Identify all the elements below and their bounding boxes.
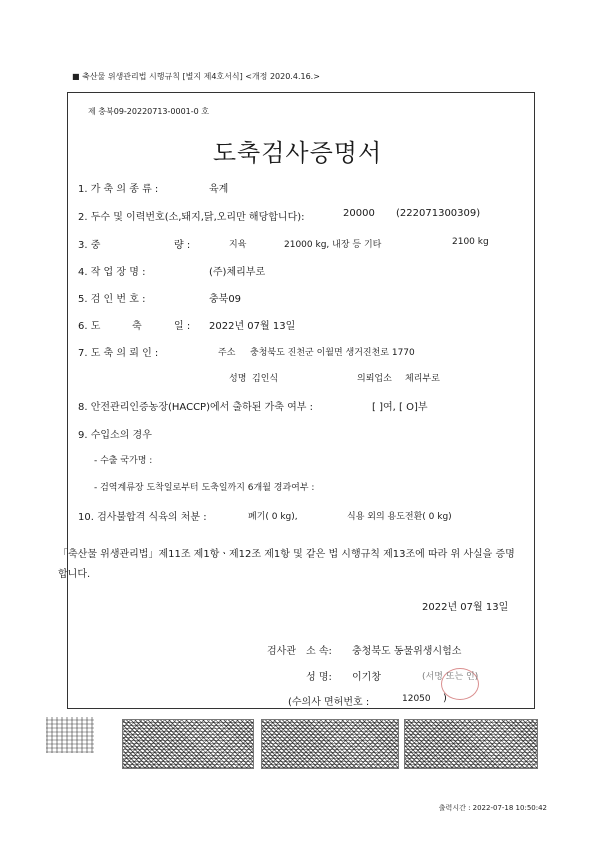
- certificate-number: 제 충북09-20220713-0001-0 호: [88, 107, 210, 116]
- quarantine-label: - 검역계류장 도착일로부터 도축일까지 6개월 경과여부 :: [94, 483, 315, 493]
- license-number: 12050: [402, 694, 431, 704]
- security-code-1: [122, 719, 254, 769]
- license-close: ): [443, 693, 447, 704]
- fail-convert-value: 식용 외의 용도전환( 0 kg): [347, 512, 452, 522]
- carcass-weight: 21000 kg, 내장 등 기타: [284, 240, 382, 250]
- client-address-label: 주소: [218, 348, 236, 358]
- import-label: 9. 수입소의 경우: [78, 430, 152, 441]
- form-header-note: ■ 축산물 위생관리법 시행규칙 [별지 제4호서식] <개정 2020.4.16.>: [72, 72, 320, 81]
- client-label: 7. 도 축 의 뢰 인 :: [78, 348, 159, 359]
- signer-affiliation-label: 소 속:: [306, 646, 332, 657]
- trace-number: (222071300309): [396, 208, 481, 219]
- species-label: 1. 가 축 의 종 류 :: [78, 184, 159, 195]
- slaughter-date-label: 6. 도: [78, 321, 101, 332]
- weight-label: 3. 중: [78, 240, 101, 251]
- statement-line-1: 「축산물 위생관리법」제11조 제1항ㆍ제12조 제1항 및 같은 법 시행규칙 제13조에 따라 위 사실을 증명: [58, 549, 515, 560]
- weight-label-end: 량 :: [174, 240, 191, 251]
- workplace-label: 4. 작 업 장 명 :: [78, 267, 146, 278]
- security-code-3: [404, 719, 538, 769]
- inspector-no-value: 충북09: [209, 294, 242, 305]
- issue-date: 2022년 07월 13일: [422, 602, 509, 613]
- slaughter-date-label-mid: 축: [132, 321, 142, 332]
- license-label: (수의사 면허번호 :: [288, 697, 370, 708]
- client-name-label: 성명: [229, 374, 247, 384]
- document-title: 도축검사증명서: [212, 139, 383, 167]
- print-timestamp: 출력시간 : 2022-07-18 10:50:42: [438, 804, 547, 812]
- inspector-no-label: 5. 검 인 번 호 :: [78, 294, 146, 305]
- signer-affiliation: 충청북도 동물위생시험소: [352, 646, 462, 657]
- client-company: 체리부로: [405, 374, 440, 384]
- slaughter-date-value: 2022년 07월 13일: [209, 321, 296, 332]
- signature-label: (서명 또는 인): [422, 672, 479, 682]
- haccp-value: [ ]여, [ O]부: [372, 402, 428, 413]
- count-label: 2. 두수 및 이력번호(소,돼지,닭,오리만 해당합니다):: [78, 212, 305, 223]
- count-value: 20000: [343, 208, 375, 219]
- carcass-label: 지육: [229, 240, 247, 250]
- signer-name-label: 성 명:: [306, 672, 332, 683]
- workplace-value: (주)체리부로: [209, 267, 266, 278]
- qr-code: [46, 717, 94, 753]
- export-country-label: - 수출 국가명 :: [94, 456, 153, 466]
- species-value: 육계: [209, 184, 229, 195]
- client-address: 충청북도 진천군 이월면 생거진천로 1770: [250, 348, 415, 358]
- fail-disposal-label: 10. 검사불합격 식육의 처분 :: [78, 512, 207, 523]
- statement-line-2: 합니다.: [58, 569, 91, 580]
- slaughter-date-label-end: 일 :: [174, 321, 191, 332]
- signer-name: 이기창: [352, 672, 381, 683]
- security-code-2: [261, 719, 399, 769]
- offal-weight: 2100 kg: [452, 237, 489, 247]
- client-company-label: 의뢰업소: [357, 374, 392, 384]
- signer-role-label: 검사관: [267, 646, 296, 657]
- fail-discard-value: 폐기( 0 kg),: [248, 512, 298, 522]
- haccp-label: 8. 안전관리인증농장(HACCP)에서 출하된 가축 여부 :: [78, 402, 314, 413]
- client-name: 김인식: [252, 374, 279, 384]
